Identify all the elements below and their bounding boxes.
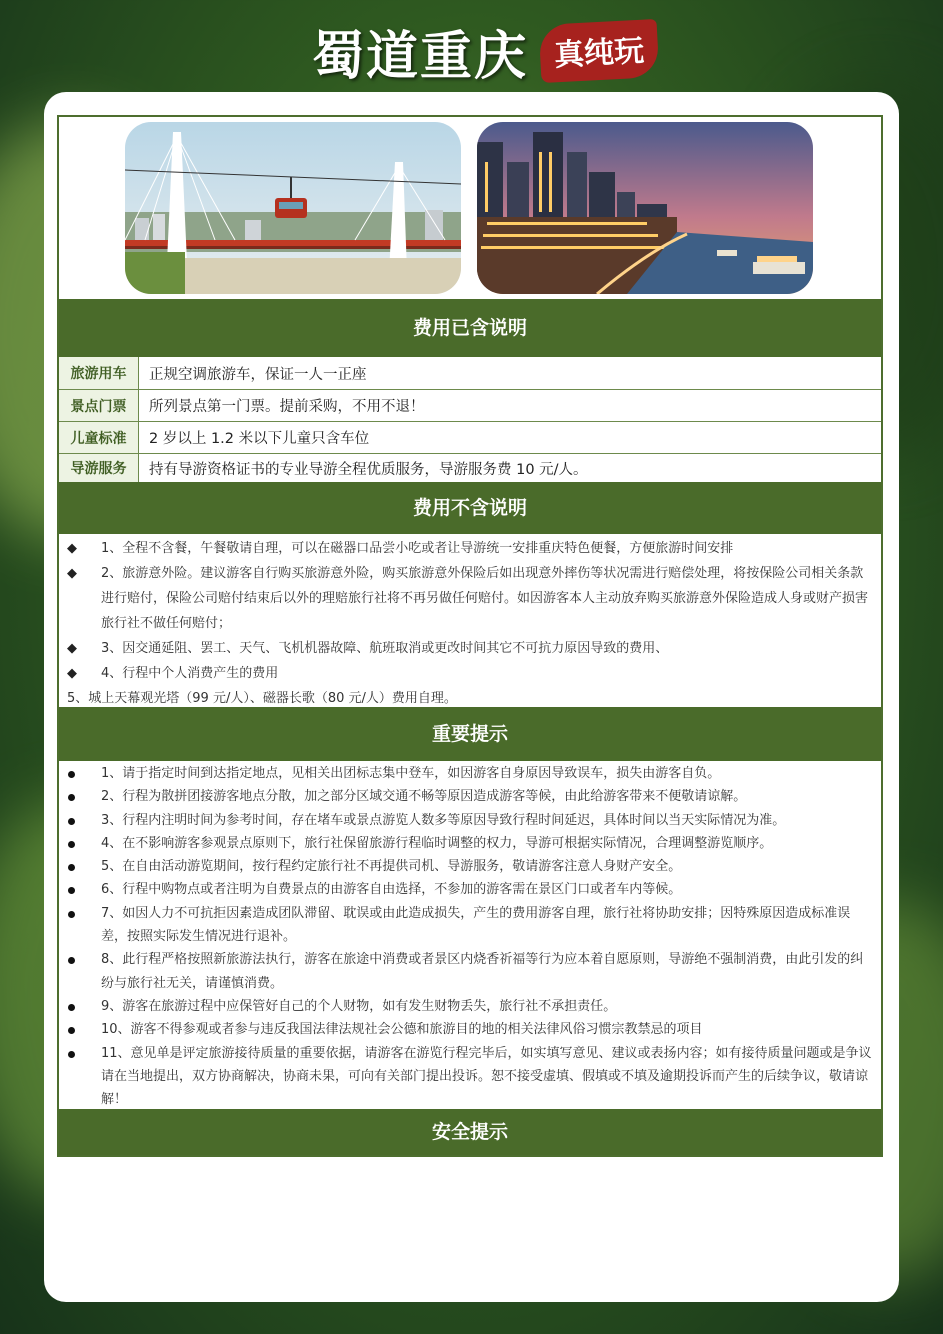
- list-item: [59, 636, 881, 661]
- list-item-text: 1、全程不含餐，午餐敬请自理，可以在磁器口品尝小吃或者让导游统一安排重庆特色便餐，方便旅游时间安排: [101, 541, 734, 556]
- bullet-dot-icon: [68, 864, 75, 871]
- list-item-text: 1、请于指定时间到达指定地点，见相关出团标志集中登车，如因游客自身原因导致误车，损失由游客自负。: [101, 766, 721, 781]
- list-item-text: 10、游客不得参观或者参与违反我国法律法规社会公德和旅游目的地的相关法律风俗习惯宗教禁忌的项目: [101, 1022, 703, 1038]
- safety-section-title: 安全提示: [59, 1109, 881, 1155]
- diamond-bullet-icon: ◆: [67, 566, 77, 581]
- list-item: [59, 1042, 881, 1112]
- list-item: [59, 995, 881, 1018]
- bullet-dot-icon: [68, 794, 75, 801]
- row-label: 旅游用车: [59, 357, 139, 389]
- list-item: [59, 902, 881, 949]
- list-item-text: 3、行程内注明时间为参考时间，存在堵车或景点游览人数多等原因导致行程时间延迟，具体时间以当天实际情况为准。: [101, 812, 786, 828]
- list-item: [59, 561, 881, 636]
- included-row: [59, 422, 881, 454]
- tips-section-title: 重要提示: [59, 707, 881, 761]
- bullet-dot-icon: [68, 1051, 75, 1058]
- list-item: [59, 785, 881, 808]
- row-value: 持有导游资格证书的专业导游全程优质服务，导游服务费 10 元/人。: [149, 461, 588, 478]
- excluded-section-title: 费用不含说明: [59, 482, 881, 534]
- diamond-bullet-icon: ◆: [67, 541, 77, 556]
- list-item-extra: 5、城上天幕观光塔（99 元/人）、磁器长歌（80 元/人）费用自理。: [67, 691, 457, 706]
- list-item: [59, 661, 881, 686]
- included-row: [59, 454, 881, 482]
- list-item-text: 2、行程为散拼团接游客地点分散，加之部分区域交通不畅等原因造成游客等候，由此给游客带来不便敬请谅解。: [101, 789, 747, 805]
- city-night-river-photo: [477, 122, 813, 294]
- row-label: 导游服务: [59, 454, 139, 482]
- included-row: [59, 357, 881, 390]
- bullet-dot-icon: [68, 1004, 75, 1011]
- diamond-bullet-icon: ◆: [67, 666, 77, 681]
- bullet-dot-icon: [68, 1027, 75, 1034]
- excluded-list: [59, 536, 881, 711]
- list-item-text: 4、行程中个人消费产生的费用: [101, 666, 279, 681]
- bullet-dot-icon: [68, 957, 75, 964]
- list-item: [59, 948, 881, 995]
- tips-list: [59, 762, 881, 1111]
- included-row: [59, 390, 881, 422]
- list-item-text: 5、在自由活动游览期间，按行程约定旅行社不再提供司机、导游服务，敬请游客注意人身财产安全。: [101, 859, 682, 875]
- list-item: [59, 878, 881, 901]
- bullet-dot-icon: [68, 818, 75, 825]
- list-item-text: 3、因交通延阻、罢工、天气、飞机机器故障、航班取消或更改时间其它不可抗力原因导致的费用、: [101, 641, 669, 656]
- row-label: 景点门票: [59, 390, 139, 421]
- row-label: 儿童标准: [59, 422, 139, 453]
- info-frame: [57, 115, 883, 1157]
- list-item: [59, 1018, 881, 1041]
- bullet-dot-icon: [68, 841, 75, 848]
- bullet-dot-icon: [68, 771, 75, 778]
- list-item-text: 7、如因人力不可抗拒因素造成团队滞留、耽误或由此造成损失，产生的费用游客自理，旅行社将协助安排；因特殊原因造成标准误差，按照实际发生情况进行退补。: [101, 905, 851, 945]
- logo-title: 蜀道重庆: [312, 26, 529, 87]
- list-item-text: 11、意见单是评定旅游接待质量的重要依据，请游客在游览行程完毕后，如实填写意见、建议或表扬内容；如有接待质量问题或是争议请在当地提出，双方协商解决，协商未果，可向有关部门提出投诉。恕不接受虚填、假填或不填及逾期投诉而产生的后续争议，敬请谅解！: [101, 1045, 872, 1108]
- logo-tag: 真纯玩: [539, 19, 660, 83]
- bullet-dot-icon: [68, 887, 75, 894]
- cable-car-bridge-photo: [125, 122, 461, 294]
- list-item-text: 8、此行程严格按照新旅游法执行，游客在旅途中消费或者景区内烧香祈福等行为应本着自愿原则，导游绝不强制消费，由此引发的纠纷与旅行社无关，请谨慎消费。: [101, 952, 864, 991]
- header: [0, 0, 943, 90]
- list-item: [59, 762, 881, 785]
- bullet-dot-icon: [68, 911, 75, 918]
- row-value: 所列景点第一门票。提前采购，不用不退！: [149, 399, 425, 415]
- list-item: [59, 855, 881, 878]
- list-item: [59, 809, 881, 832]
- list-item: [59, 536, 881, 561]
- list-item-text: 9、游客在旅游过程中应保管好自己的个人财物，如有发生财物丢失，旅行社不承担责任。: [101, 998, 617, 1014]
- list-item-text: 6、行程中购物点或者注明为自费景点的由游客自由选择，不参加的游客需在景区门口或者车内等候。: [101, 882, 682, 898]
- included-section-title: 费用已含说明: [59, 299, 881, 357]
- list-item-text: 2、旅游意外险。建议游客自行购买旅游意外险，购买旅游意外保险后如出现意外摔伤等状况需进行赔偿处理，将按保险公司相关条款进行赔付，保险公司赔付结束后以外的理赔旅行社将不再另做任何赔付。如因游客本人主动放弃购买旅游意外保险造成人身或财产损害旅行社不做任何赔付；: [101, 566, 869, 631]
- row-value: 2 岁以上 1.2 米以下儿童只含车位: [149, 431, 370, 447]
- diamond-bullet-icon: ◆: [67, 641, 77, 656]
- row-value: 正规空调旅游车，保证一人一正座: [149, 366, 367, 383]
- list-item: [59, 832, 881, 855]
- photo-strip: [59, 117, 881, 299]
- list-item-text: 4、在不影响游客参观景点原则下，旅行社保留旅游行程临时调整的权力，导游可根据实际情况，合理调整游览顺序。: [101, 835, 773, 851]
